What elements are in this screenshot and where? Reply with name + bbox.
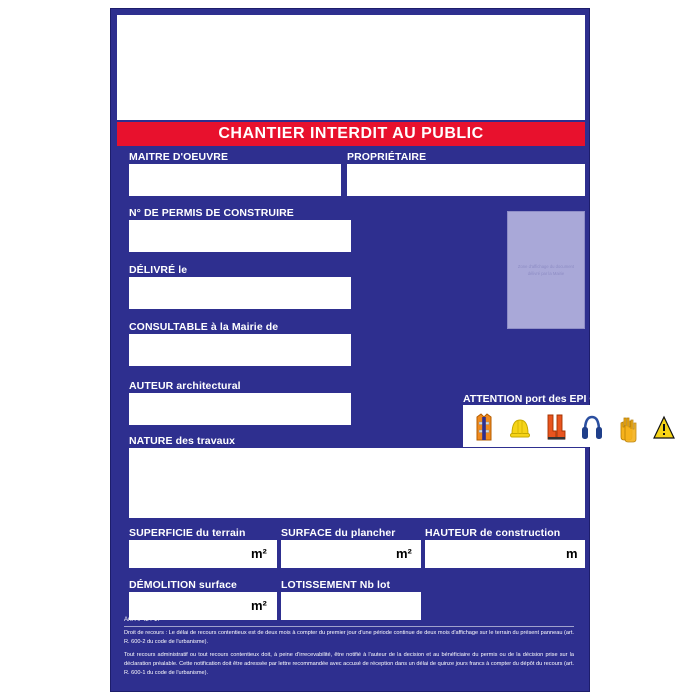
mairie-display-zone-text: Zone d'affichage du document délivré par la Mairie xyxy=(517,263,575,276)
label-auteur-architectural: AUTEUR architectural xyxy=(129,380,241,392)
input-proprietaire[interactable] xyxy=(347,164,585,196)
legal-divider xyxy=(124,626,574,627)
input-auteur-architectural[interactable] xyxy=(129,393,351,425)
banner-title: CHANTIER INTERDIT AU PUBLIC xyxy=(117,122,585,146)
input-consultable-mairie[interactable] xyxy=(129,334,351,366)
label-hauteur-construction: HAUTEUR de construction xyxy=(425,527,561,539)
safety-vest-icon xyxy=(472,409,496,445)
epi-icon-strip xyxy=(463,405,685,447)
label-numero-permis: N° DE PERMIS DE CONSTRUIRE xyxy=(129,207,294,219)
safety-boots-icon xyxy=(544,409,568,445)
warning-triangle-icon xyxy=(652,409,676,445)
unit-surface-plancher: m² xyxy=(396,546,412,561)
unit-superficie-terrain: m² xyxy=(251,546,267,561)
input-lotissement-nb-lot[interactable] xyxy=(281,592,421,620)
label-proprietaire: PROPRIÉTAIRE xyxy=(347,151,427,163)
unit-hauteur-construction: m xyxy=(566,546,578,561)
label-surface-plancher: SURFACE du plancher xyxy=(281,527,396,539)
epi-title: ATTENTION port des EPI OBLIGATOIRE xyxy=(463,393,662,405)
input-hauteur-construction[interactable] xyxy=(425,540,585,568)
legal-text xyxy=(124,629,574,682)
label-superficie-terrain: SUPERFICIE du terrain xyxy=(129,527,246,539)
input-nature-travaux[interactable] xyxy=(129,448,585,518)
panel-background xyxy=(110,8,662,692)
input-maitre-doeuvre[interactable] xyxy=(129,164,341,196)
logo-area xyxy=(117,15,585,120)
safety-gloves-icon xyxy=(616,409,640,445)
label-consultable-mairie: CONSULTABLE à la Mairie de xyxy=(129,321,279,333)
unit-demolition-surface: m² xyxy=(251,598,267,613)
mairie-display-zone xyxy=(507,211,585,329)
label-maitre-doeuvre: MAITRE D'OEUVRE xyxy=(129,151,229,163)
legal-paragraph-1: Droit de recours : Le délai de recours contentieux est de deux mois à compter du premier jour d'une période continue de deux mois d'affichage sur le terrain du présent panneau (art. R. 600-2 du code de l'urbanisme). xyxy=(124,630,574,645)
input-numero-permis[interactable] xyxy=(129,220,351,252)
label-lotissement-nb-lot: LOTISSEMENT Nb lot xyxy=(281,579,391,591)
ear-protection-icon xyxy=(580,409,604,445)
article-reference: Art. A. 424-17 xyxy=(124,617,161,623)
label-nature-travaux: NATURE des travaux xyxy=(129,435,236,447)
label-demolition-surface: DÉMOLITION surface xyxy=(129,579,237,591)
legal-paragraph-2: Tout recours administratif ou tout recours contentieux doit, à peine d'irrecevabilité, être notifié à l'auteur de la decision et au bénéficiaire du permis ou de la décision prise sur la déclaration préalable. Cette notification doit être adressée par lettre recommandée avec accusé de réception dans un délai de quinze jours francs à compter du dépôt du recours (art. R. 600-1 du code de l'urbanisme). xyxy=(124,652,574,676)
hard-hat-icon xyxy=(508,409,532,445)
label-delivre-le: DÉLIVRÉ le xyxy=(129,264,188,276)
input-delivre-le[interactable] xyxy=(129,277,351,309)
